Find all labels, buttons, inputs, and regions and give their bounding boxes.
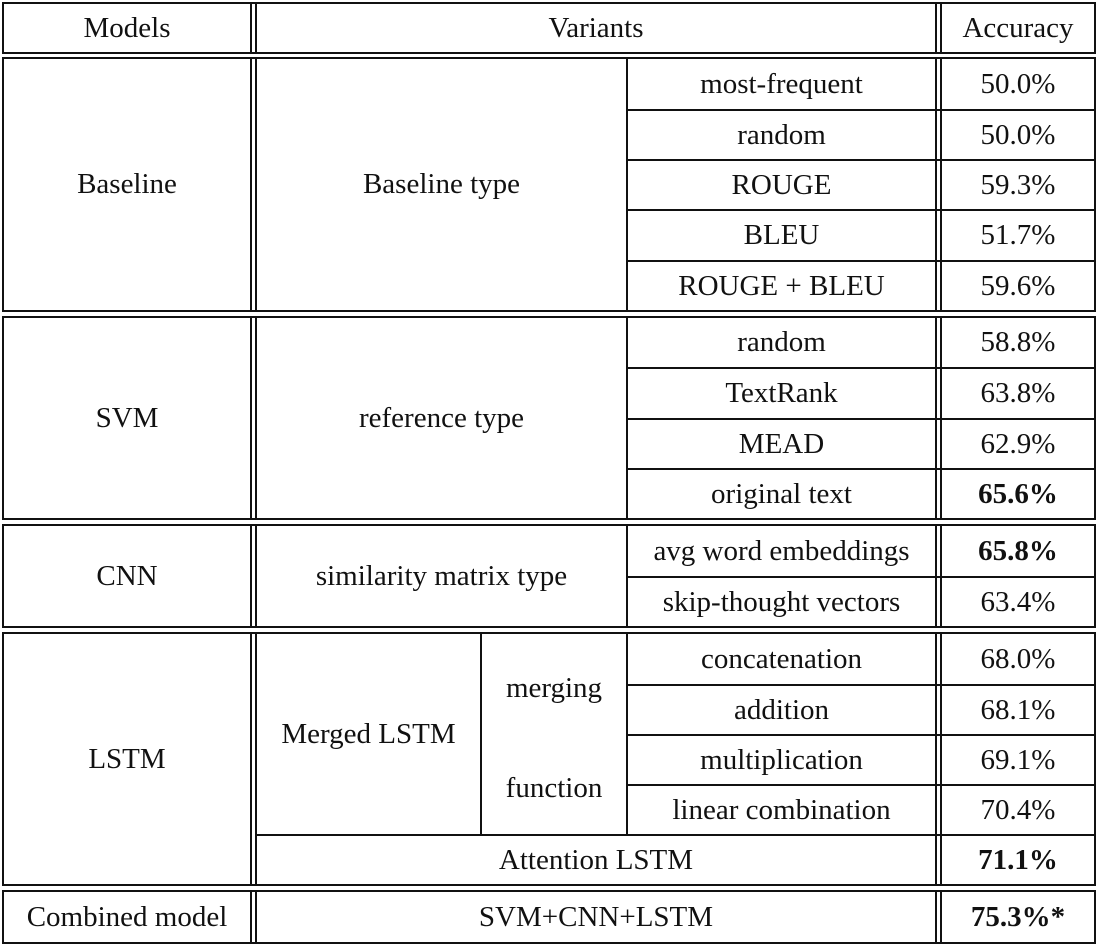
header-variants: Variants [548,11,644,44]
rule [935,316,937,520]
rule [1094,57,1096,312]
variant-cell: concatenation [700,642,863,675]
model-cnn: CNN [96,559,158,592]
accuracy-cell: 63.4% [980,585,1056,618]
rule [250,632,252,886]
rule [935,2,937,54]
rule [1094,524,1096,628]
variant-cell: random [737,326,826,358]
variant-combined: SVM+CNN+LSTM [478,900,714,933]
variant-cell: random [737,118,826,151]
category-reference-type: reference type [358,401,524,434]
rule [1094,890,1096,944]
variant-cell: linear combination [672,793,891,826]
rule [250,316,252,520]
variant-cell: avg word embeddings [653,534,910,567]
rule [2,884,1096,886]
rule [1094,2,1096,54]
rule [2,518,1096,520]
accuracy-cell-overall-best: 75.3%* [970,900,1066,933]
rule [935,57,937,312]
variant-cell: MEAD [738,427,825,460]
accuracy-cell: 63.8% [980,377,1056,409]
accuracy-cell: 70.4% [980,793,1056,826]
accuracy-cell: 50.0% [980,67,1056,100]
accuracy-cell-best: 65.8% [978,534,1058,567]
header-accuracy: Accuracy [962,11,1074,44]
variant-cell: multiplication [700,743,863,776]
accuracy-cell: 58.8% [980,326,1056,358]
variant-attention-lstm: Attention LSTM [498,843,694,876]
accuracy-cell: 59.6% [980,269,1056,302]
variant-cell: BLEU [743,219,820,251]
variant-cell: ROUGE + BLEU [678,269,885,302]
variant-cell: original text [711,477,852,510]
accuracy-cell: 50.0% [980,118,1056,151]
variant-cell: skip-thought vectors [662,585,901,618]
accuracy-cell: 68.0% [980,642,1056,675]
model-lstm: LSTM [88,742,166,775]
rule [250,2,252,54]
accuracy-cell: 59.3% [980,168,1056,201]
accuracy-cell: 51.7% [980,219,1056,251]
accuracy-cell: 68.1% [980,693,1056,726]
model-combined: Combined model [26,900,228,933]
rule [2,626,1096,628]
rule [935,632,937,886]
accuracy-cell: 62.9% [980,427,1056,460]
accuracy-cell-best: 65.6% [978,477,1058,510]
rule [2,942,1096,944]
variant-cell: addition [733,693,830,726]
rule [1094,632,1096,886]
accuracy-cell: 69.1% [980,743,1056,776]
category-baseline-type: Baseline type [362,168,521,200]
category-merged-lstm: Merged LSTM [281,717,456,750]
merging-function-label-top: merging [505,671,603,704]
variant-cell: TextRank [725,377,838,409]
rule [935,524,937,628]
rule [935,890,937,944]
rule [250,57,252,312]
rule [2,52,1096,54]
accuracy-cell-best: 71.1% [978,843,1058,876]
rule [250,524,252,628]
rule [250,890,252,944]
model-svm: SVM [95,401,159,434]
header-models: Models [83,11,171,44]
model-baseline: Baseline [77,168,177,200]
variant-cell: most-frequent [700,67,863,100]
merging-function-label-bottom: function [505,771,603,804]
rule [1094,316,1096,520]
variant-cell: ROUGE [731,168,832,201]
category-similarity-matrix-type: similarity matrix type [315,559,568,592]
rule [2,310,1096,312]
